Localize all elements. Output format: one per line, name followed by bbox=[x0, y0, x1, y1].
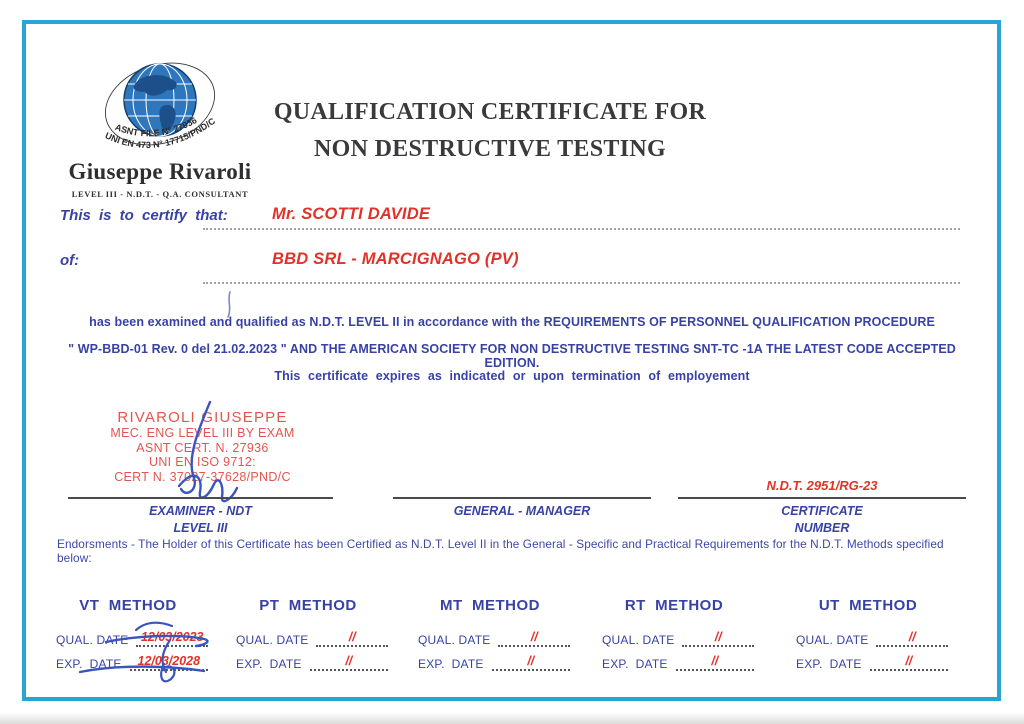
method-name: UT METHOD bbox=[818, 597, 918, 614]
qual-date-value: // bbox=[498, 630, 570, 647]
stamp-line: CERT N. 37027-37628/PND/C bbox=[114, 469, 291, 484]
holder-company-dotted-line bbox=[203, 282, 960, 284]
exp-date-row bbox=[788, 654, 948, 671]
qual-date-label: QUAL. DATE bbox=[796, 633, 869, 647]
exp-date-value: 12/03/2028 bbox=[130, 654, 208, 671]
sig-spacer bbox=[393, 478, 651, 497]
scan-edge-shadow bbox=[0, 712, 1024, 724]
certificate-number-line bbox=[678, 497, 966, 499]
qual-date-row bbox=[410, 630, 570, 647]
qual-date-row bbox=[48, 630, 208, 647]
method-name: RT METHOD bbox=[624, 597, 724, 614]
certificate-number-label-line1: CERTIFICATE bbox=[781, 504, 863, 518]
logo-arc-top-text: ASNT FILE N° 27936 bbox=[113, 115, 199, 139]
exp-date-value: // bbox=[310, 654, 388, 671]
body-line3: This certificate expires as indicated or upon termination of employement bbox=[274, 369, 750, 383]
logo-arc-bottom-text: UNI EN 473 N° 17715/PND/C bbox=[103, 115, 218, 150]
issuer-name: Giuseppe Rivaroli bbox=[68, 159, 252, 184]
manager-label: GENERAL - MANAGER bbox=[453, 504, 591, 518]
qual-date-value: 12/03/2023 bbox=[136, 630, 208, 647]
method-column-mt bbox=[410, 597, 570, 678]
sig-spacer bbox=[68, 478, 333, 497]
globe-logo-icon bbox=[75, 60, 245, 152]
stamp-line: UNI EN ISO 9712: bbox=[149, 455, 256, 469]
qual-date-label: QUAL. DATE bbox=[56, 633, 129, 647]
qual-date-label: QUAL. DATE bbox=[602, 633, 675, 647]
endorsements-text: Endorsments - The Holder of this Certificate has been Certified as N.D.T. Level II in the General - Specific and Practical Requirements for the N.D.T. Methods specified below: bbox=[57, 537, 944, 565]
qual-date-label: QUAL. DATE bbox=[236, 633, 309, 647]
exp-date-label: EXP. DATE bbox=[418, 657, 484, 671]
method-name: VT METHOD bbox=[79, 597, 177, 614]
exp-date-value: // bbox=[492, 654, 570, 671]
examiner-label-line1: EXAMINER - NDT bbox=[149, 504, 252, 518]
examiner-label-line2: LEVEL III bbox=[173, 521, 228, 535]
qual-date-row bbox=[788, 630, 948, 647]
examiner-stamp bbox=[95, 410, 310, 484]
body-line1: has been examined and qualified as N.D.T. LEVEL II in accordance with the REQUIREMENTS OF PERSONNEL QUALIFICATION PROCEDURE bbox=[89, 315, 935, 329]
holder-name-dotted-line bbox=[203, 228, 960, 230]
stamp-line: RIVAROLI GIUSEPPE bbox=[117, 409, 288, 426]
method-column-vt bbox=[48, 597, 208, 678]
examiner-signature-block bbox=[68, 478, 333, 537]
stamp-line: ASNT CERT. N. 27936 bbox=[136, 440, 269, 455]
method-column-ut bbox=[788, 597, 948, 678]
certificate-number-label-line2: NUMBER bbox=[794, 521, 850, 535]
exp-date-row bbox=[410, 654, 570, 671]
certificate-number-block bbox=[678, 478, 966, 537]
exp-date-row bbox=[48, 654, 208, 671]
company-label: of: bbox=[60, 252, 80, 269]
holder-name: Mr. SCOTTI DAVIDE bbox=[272, 205, 431, 223]
exp-date-label: EXP. DATE bbox=[56, 657, 122, 671]
exp-date-label: EXP. DATE bbox=[796, 657, 862, 671]
qual-date-value: // bbox=[316, 630, 388, 647]
qual-date-row bbox=[594, 630, 754, 647]
qual-date-value: // bbox=[682, 630, 754, 647]
body-line2: " WP-BBD-01 Rev. 0 del 21.02.2023 " AND THE AMERICAN SOCIETY FOR NON DESTRUCTIVE TESTING SNT-TC -1A THE LATEST CODE ACCEPTED EDITION. bbox=[68, 342, 956, 370]
exp-date-label: EXP. DATE bbox=[602, 657, 668, 671]
method-name: MT METHOD bbox=[440, 597, 540, 614]
method-column-rt bbox=[594, 597, 754, 678]
manager-signature-line bbox=[393, 497, 651, 499]
exp-date-label: EXP. DATE bbox=[236, 657, 302, 671]
issuer-subtitle: LEVEL III - N.D.T. - Q.A. CONSULTANT bbox=[71, 189, 249, 199]
method-name: PT METHOD bbox=[259, 597, 357, 614]
certificate-title bbox=[250, 94, 730, 168]
issuer-logo-block bbox=[55, 60, 265, 199]
manager-signature-block bbox=[393, 478, 651, 520]
qual-date-value: // bbox=[876, 630, 948, 647]
exp-date-row bbox=[594, 654, 754, 671]
certify-label: This is to certify that: bbox=[60, 207, 228, 224]
examiner-signature-line bbox=[68, 497, 333, 499]
exp-date-value: // bbox=[676, 654, 754, 671]
qual-date-label: QUAL. DATE bbox=[418, 633, 491, 647]
exp-date-row bbox=[228, 654, 388, 671]
stamp-line: MEC. ENG LEVEL III BY EXAM bbox=[110, 426, 295, 440]
certificate-title-line1: QUALIFICATION CERTIFICATE FOR bbox=[273, 99, 707, 125]
method-column-pt bbox=[228, 597, 388, 678]
qual-date-row bbox=[228, 630, 388, 647]
certificate-title-line2: NON DESTRUCTIVE TESTING bbox=[314, 136, 666, 162]
certificate-number-value: N.D.T. 2951/RG-23 bbox=[766, 478, 878, 493]
holder-company: BBD SRL - MARCIGNAGO (PV) bbox=[272, 250, 519, 268]
exp-date-value: // bbox=[870, 654, 948, 671]
